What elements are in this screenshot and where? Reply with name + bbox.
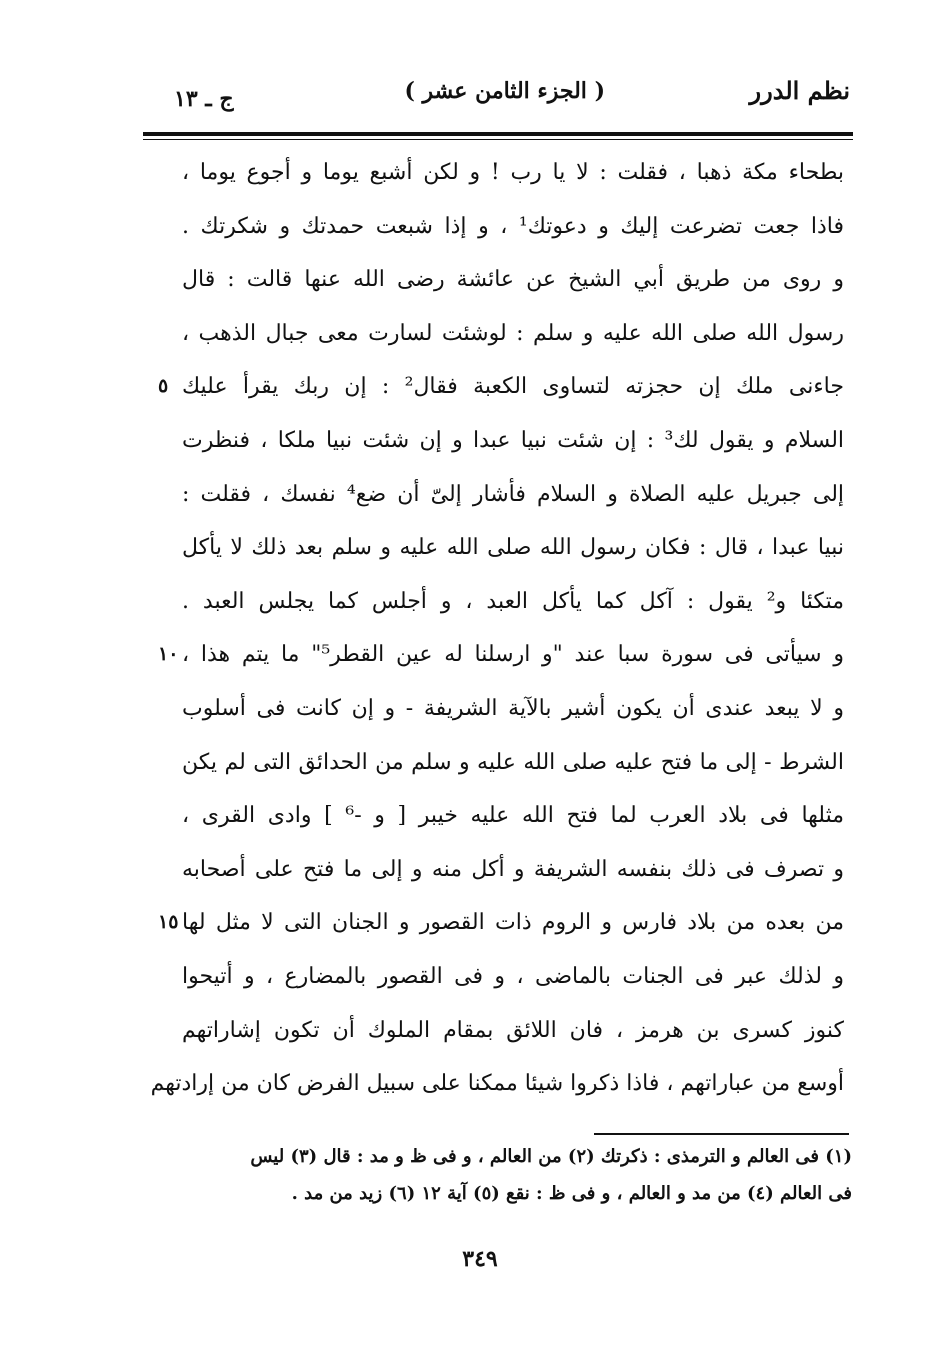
volume-reference: ج ـ ١٣ [174, 86, 234, 112]
header-rule-thin [143, 139, 853, 140]
line-text: إلى جبريل عليه الصلاة و السلام فأشار إلىّ أن ضع⁴ نفسك ، فقلت : [182, 481, 845, 507]
text-line [160, 682, 850, 736]
text-line [160, 253, 850, 307]
line-text: بطحاء مكة ذهبا ، فقلت : لا يا رب ! و لكن أشبع يوما و أجوع يوما ، [182, 160, 844, 185]
line-text: رسول الله صلى الله عليه و سلم : لوشئت لسارت معى جبال الذهب ، [182, 320, 844, 346]
line-number: ١٥ [158, 911, 179, 934]
text-line [160, 789, 850, 843]
line-text: متكئا و² يقول : آكل كما يأكل العبد ، و أجلس كما يجلس العبد . [182, 588, 844, 614]
text-line [160, 896, 850, 950]
text-line [160, 521, 850, 575]
text-line [160, 307, 850, 361]
line-text: و لذلك عبر فى الجنات بالماضى ، و فى القصور بالمضارع ، و أتيحوا [182, 963, 844, 989]
line-text: كنوز كسرى بن هرمز ، فان اللائق بمقام الملوك أن تكون إشاراتهم [182, 1017, 844, 1043]
line-number: ٥ [158, 375, 169, 398]
line-text: من بعده من بلاد فارس و الروم ذات القصور و الجنان التى لا مثل لها [182, 910, 844, 936]
text-line [150, 1057, 850, 1111]
page-header [150, 72, 850, 128]
line-text: جاءنى ملك إن حجزته لتساوى الكعبة فقال² : إن ربك يقرأ عليك [182, 374, 844, 400]
line-text: و روى من طريق أبي الشيخ عن عائشة رضى الله عنها قالت : قال [182, 267, 844, 293]
main-text [150, 146, 850, 1111]
text-line [160, 628, 850, 682]
line-text: و لا يبعد عندى أن يكون أشير بالآية الشريفة - و إن كانت فى أسلوب [182, 695, 844, 721]
part-title: ( الجزء الثامن عشر ) [404, 78, 605, 104]
line-text: و تصرف فى ذلك بنفسه الشريفة و أكل منه و إلى ما فتح على أصحابه [182, 856, 845, 882]
text-line [160, 414, 850, 468]
footnotes [196, 1138, 852, 1212]
text-line [160, 950, 850, 1004]
line-text: الشرط - إلى ما فتح عليه صلى الله عليه و سلم من الحدائق التى لم يكن [182, 749, 844, 775]
text-line [160, 360, 850, 414]
text-line [160, 736, 850, 790]
text-line [160, 146, 850, 200]
footnote-line: (١) فى العالم و الترمذى : ذكرتك (٢) من العالم ، و فى ظ و مد : قال (٣) ليس [250, 1146, 852, 1167]
text-line [160, 200, 850, 254]
header-rule-thick [143, 132, 853, 136]
line-text: السلام و يقول لك³ : إن شئت نبيا عبدا و إن شئت نبيا ملكا ، فنظرت [182, 427, 845, 453]
line-text: نبيا عبدا ، قال : فكان رسول الله صلى الله عليه و سلم بعد ذلك لا يأكل [182, 535, 844, 561]
text-line [160, 1004, 850, 1058]
footnote-separator [594, 1133, 849, 1135]
text-line [160, 575, 850, 629]
line-text: أوسع من عباراتهم ، فاذا ذكروا شيئا ممكنا على سبيل الفرض كان من إرادتهم [150, 1071, 844, 1097]
line-number: ١٠ [158, 643, 179, 666]
footnote-line: فى العالم (٤) من مد و العالم ، و فى ظ : نقع (٥) آية ١٢ (٦) زيد من مد . [291, 1183, 852, 1204]
line-text: مثلها فى بلاد العرب لما فتح الله عليه خيبر [ و -⁶ ] وادى القرى ، [182, 803, 844, 829]
text-line [160, 468, 850, 522]
page-number: ٣٤٩ [462, 1246, 498, 1272]
line-text: فاذا جعت تضرعت إليك و دعوتك¹ ، و إذا شبعت حمدتك و شكرتك . [182, 213, 844, 239]
line-text: و سيأتى فى سورة سبا عند "و ارسلنا له عين القطر⁵" ما يتم هذا ، [182, 642, 844, 668]
book-title: نظم الدرر [749, 76, 850, 105]
text-line [160, 843, 850, 897]
